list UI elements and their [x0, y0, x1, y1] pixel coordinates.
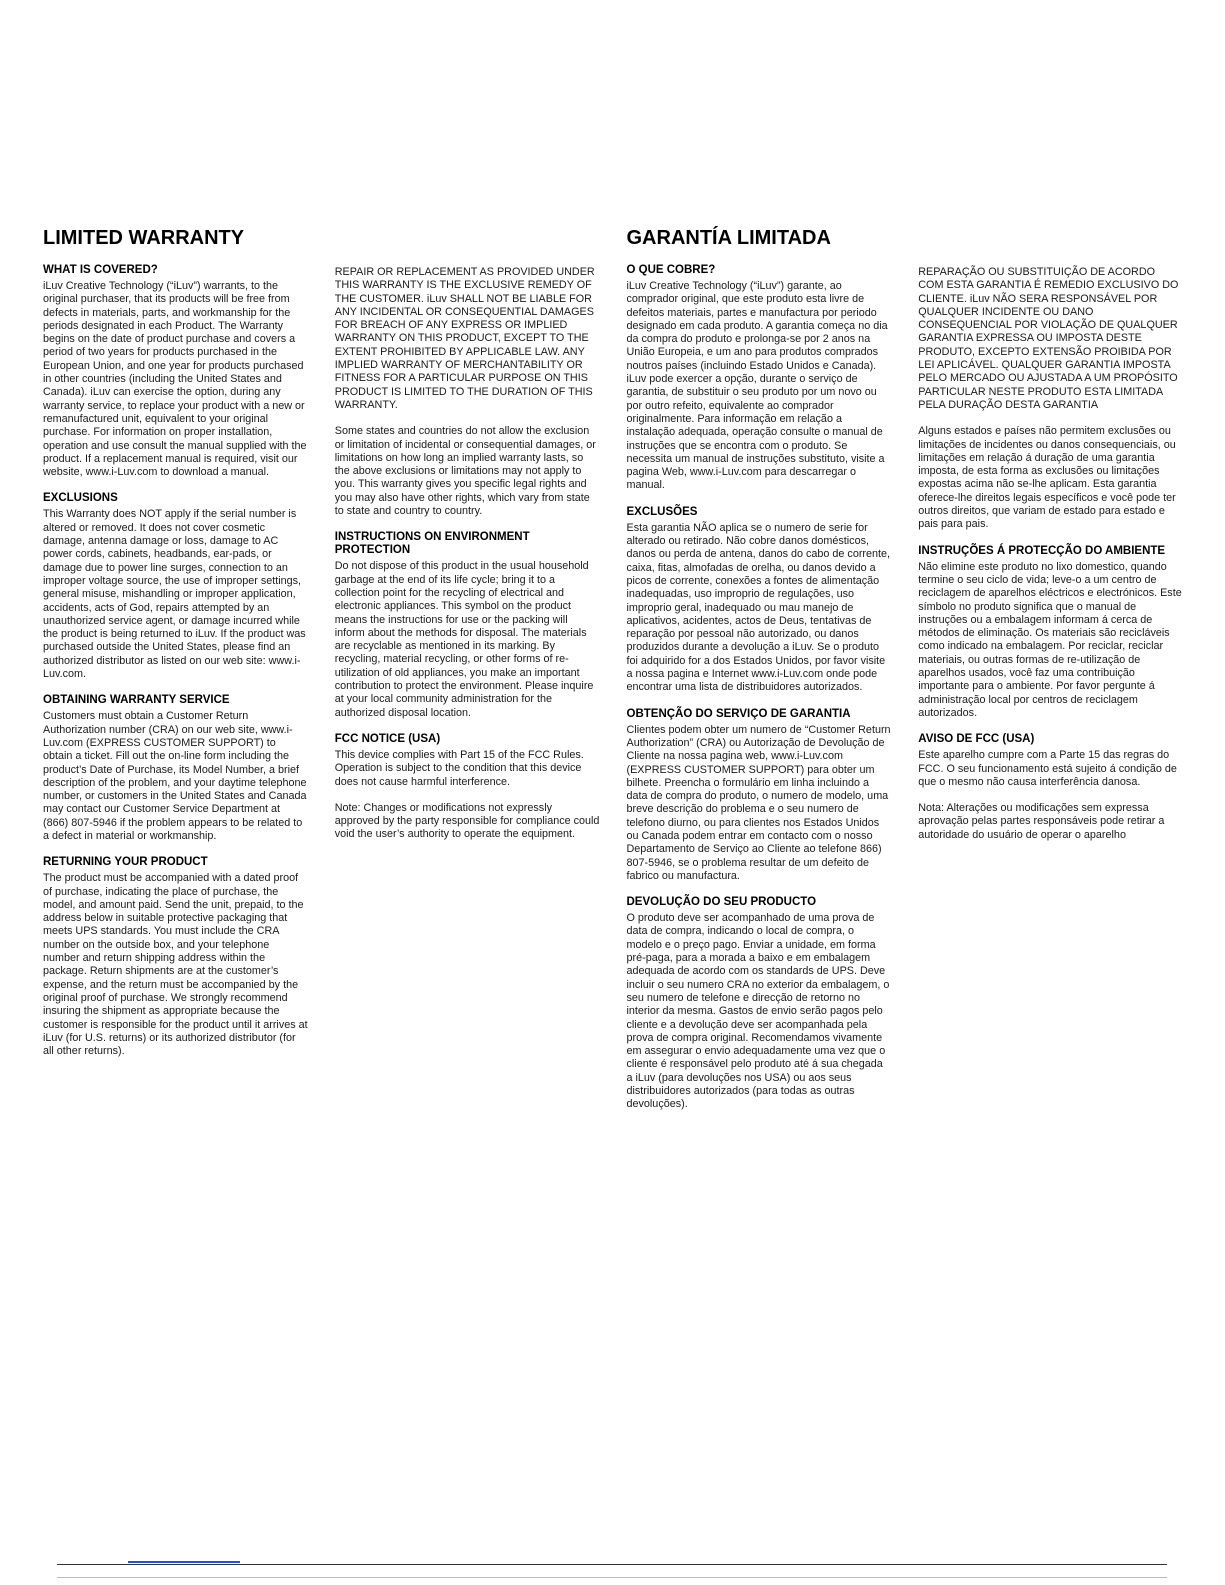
subsection-heading: AVISO DE FCC (USA) [918, 733, 1035, 746]
paragraph: Clientes podem obter um numero de “Customer Return Authorization” (CRA) ou Autorização de Devolução de Cliente na nossa pagina web, www.i-Luv.com (EXPRESS CUSTOMER SUPPORT) para obter um bilhete. Preencha o formulário em linha incluindo a data de compra do produto, o numero de modelo, uma breve descrição do problema e o seu numero de telefono diurno, ou para clientes nos Estados Unidos ou Canada podem entrar em contacto com o nosso Departamento de Serviço ao Cliente ao telefone 866) 807-5946, se o problema resultar de um defeito de fabrico ou manufactura. [626, 723, 891, 882]
subsection-heading: WHAT IS COVERED? [43, 264, 158, 276]
footer-rule-bottom [57, 1577, 1167, 1578]
column-1 [43, 227, 308, 1071]
subsection-heading: INSTRUCTIONS ON ENVIRONMENT PROTECTION [334, 531, 530, 557]
subsection-heading: FCC NOTICE (USA) [334, 732, 441, 745]
paragraph: iLuv Creative Technology (“iLuv”) garante, ao comprador original, que este produto esta livre de defeitos materiais, partes e manufactura por periodo designado em cada produto. A garantia começa no dia da compra do produto e prolonga-se por 2 anos na União Europeia, e um ano para produtos comprados noutros países (incluindo Estado Unidos e Canada). iLuv pode exercer a opção, durante o serviço de garantia, de substituir o seu produto por um novo ou por outro refeito, equivalente ao comprador originalmente. Para informação em relação a instalação adequada, operação consulte o manual de instruções que se encontra com o produto. Se necessita um manual de instruções substituto, visite a pagina Web, www.i-Luv.com para descarregar o manual. [626, 280, 888, 492]
paragraph: Nota: Alterações ou modificações sem expressa aprovação pelas partes responsáveis pode retirar a autoridade do usuário de operar o aparelho [918, 802, 1165, 841]
footer-blue-mark [128, 1561, 240, 1563]
subsection-heading: O QUE COBRE? [626, 264, 716, 276]
subsection-heading: OBTENÇÃO DO SERVIÇO DE GARANTIA [626, 707, 851, 720]
subsection-heading: OBTAINING WARRANTY SERVICE [43, 694, 230, 707]
paragraph: Do not dispose of this product in the usual household garbage at the end of its life cycle; bring it to a collection point for the recycling of electrical and electronic appliances. This symbol on the product means the instructions for use or the packing will inform about the methods for disposal. The materials are recyclable as mentioned in its marking. By recycling, material recycling, or other forms of re-utilization of old appliances, you make an important contribution to protect the environment. Please inquire at your local community administration for the authorized disposal location. [334, 560, 594, 719]
paragraph: Alguns estados e países não permitem exclusões ou limitações de incidentes ou danos consequenciais, ou limitações em relação á duração de uma garantia imposta, de esta forma as exclusões ou limitações expostas acima não se-lhe aplicam. Esta garantia oferece-lhe direitos legais específicos e você pode ter outros direitos, que variam de estado para estado e pais para pais. [918, 425, 1176, 531]
paragraph: The product must be accompanied with a dated proof of purchase, indicating the place of purchase, the model, and amount paid. Send the unit, prepaid, to the address below in suitable protective packaging that meets UPS standards. You must include the CRA number on the outside box, and your telephone number and return shipping address within the package. Return shipments are at the customer’s expense, and the return must be accompanied by the original proof of purchase. We strongly recommend insuring the shipment as appropriate because the customer is responsible for the product until it arrives at iLuv (for U.S. returns) or its authorized distributor (for all other returns). [43, 872, 308, 1058]
paragraph: Customers must obtain a Customer Return Authorization number (CRA) on our web site, www.i-Luv.com (EXPRESS CUSTOMER SUPPORT) to obtain a ticket. Fill out the on-line form including the product’s Date of Purchase, its Model Number, a brief description of the problem, and your daytime telephone number, or customers in the United States and Canada may contact our Customer Service Department at (866) 807-5946 if the problem appears to be related to a defect in material or workmanship. [43, 710, 307, 842]
columns [43, 227, 1183, 1125]
column-3 [627, 227, 892, 1125]
column-2 [335, 227, 600, 855]
paragraph: Não elimine este produto no lixo domestico, quando termine o seu ciclo de vida; leve-o a um centro de reciclagem de aparelhos eléctricos e electrónicos. Este símbolo no produto significa que o manual de instruções ou a embalagem informam á cerca de métodos de eliminação. Os materiais são recicláveis como indicado na embalagem. Por reciclar, reciclar materiais, ou outras formas de re-utilização de aparelhos usados, você faz uma contribuição importante para o ambiente. Por favor pergunte á administração local por centros de reciclagem autorizados. [918, 560, 1182, 719]
section-heading: GARANTÍA LIMITADA [626, 227, 831, 249]
subsection-heading: RETURNING YOUR PRODUCT [43, 856, 208, 869]
paragraph: Some states and countries do not allow the exclusion or limitation of incidental or consequential damages, or limitations on how long an implied warranty lasts, so the above exclusions or limitations may not apply to you. This warranty gives you specific legal rights and you may also have other rights, which vary from state to state and country to country. [334, 425, 596, 518]
paragraph: iLuv Creative Technology (“iLuv”) warrants, to the original purchaser, that its products will be free from defects in materials, parts, and workmanship for the periods designated in each Product. The Warranty begins on the date of product purchase and covers a period of two years for products purchased in the European Union, and one year for products purchased in other countries (including the United States and Canada). iLuv can exercise the option, during any warranty service, to replace your product with a new or remanufactured unit, equivalent to your original purchase. For information on proper installation, operation and use consult the manual supplied with the product. If a replacement manual is required, visit our website, www.i-Luv.com to download a manual. [43, 280, 307, 479]
paragraph: This device complies with Part 15 of the FCC Rules. Operation is subject to the condition that this device does not cause harmful interference. [334, 748, 584, 788]
footer-rule-top [57, 1564, 1167, 1565]
column-4 [918, 227, 1183, 855]
section-heading: LIMITED WARRANTY [43, 227, 245, 249]
paragraph: Esta garantia NÃO aplica se o numero de serie for alterado ou retirado. Não cobre danos domésticos, danos ou perda de antena, danos do cabo de corrente, caixa, fitas, almofadas de orelha, ou danos devido a picos de corrente, conexões a fontes de alimentação inadequadas, uso improprio de regulações, uso improprio geral, inadequado ou mau manejo de aplicativos, acidentes, actos de Deus, tentativas de reparação por pessoal não autorizado, ou danos produzidos durante a devolução a iLuv. Se o produto foi adquirido for a dos Estados Unidos, por favor visite a nossa pagina e Internet www.i-Luv.com onde pode encontrar uma lista de distribuidores autorizados. [626, 521, 891, 694]
paragraph: Este aparelho cumpre com a Parte 15 das regras do FCC. O seu funcionamento está sujeito á condição de que o mesmo não causa interferência danosa. [918, 749, 1177, 788]
subsection-heading: INSTRUÇÕES Á PROTECÇÃO DO AMBIENTE [918, 544, 1166, 557]
paragraph: Note: Changes or modifications not expressly approved by the party responsible for compliance could void the user’s authority to operate the equipment. [334, 801, 600, 841]
paragraph: REPARAÇÃO OU SUBSTITUIÇÃO DE ACORDO COM ESTA GARANTIA É REMEDIO EXCLUSIVO DO CLIENTE. iLuv NÃO SERA RESPONSÁVEL POR QUALQUER INCIDENTE OU DANO CONSEQUENCIAL POR VIOLAÇÃO DE QUALQUER GARANTIA EXPRESSA OU IMPOSTA DESTE PRODUTO, EXCEPTO EXTENSÃO PROIBIDA POR LEI APLICÁVEL. QUALQUER GARANTIA IMPOSTA PELO MERCADO OU AJUSTADA A UM PROPÓSITO PARTICULAR NESTE PRODUTO ESTA LIMITADA PELA DURAÇÃO DESTA GARANTIA [918, 266, 1179, 411]
paragraph: O produto deve ser acompanhado de uma prova de data de compra, indicando o local de compra, o modelo e o preço pago. Enviar a unidade, em forma pré-paga, para a morada a baixo e em embalagem adequada de acordo com os standards de UPS. Deve incluir o seu numero CRA no exterior da embalagem, o seu numero de telefone e direcção de retorno no interior da mesma. Gastos de envio serão pagos pelo cliente e a devolução deve ser acompanhada pela prova de compra original. Recomendamos vivamente em assegurar o envio adequadamente uma vez que o cliente é responsável pelo produto até á sua chegada a iLuv (para devoluções nos USA) ou aos seus distribuidores autorizados (para todas as outras devoluções). [626, 912, 890, 1111]
paragraph: REPAIR OR REPLACEMENT AS PROVIDED UNDER THIS WARRANTY IS THE EXCLUSIVE REMEDY OF THE CUSTOMER. iLuv SHALL NOT BE LIABLE FOR ANY INCIDENTAL OR CONSEQUENTIAL DAMAGES FOR BREACH OF ANY EXPRESS OR IMPLIED WARRANTY ON THIS PRODUCT, EXCEPT TO THE EXTENT PROHIBITED BY APPLICABLE LAW. ANY IMPLIED WARRANTY OF MERCHANTABILITY OR FITNESS FOR A PARTICULAR PURPOSE ON THIS PRODUCT IS LIMITED TO THE DURATION OF THIS WARRANTY. [334, 266, 595, 411]
subsection-heading: EXCLUSIONS [43, 492, 118, 505]
paragraph: This Warranty does NOT apply if the serial number is altered or removed. It does not cover cosmetic damage, antenna damage or loss, damage to AC power cords, cabinets, headbands, ear-pads, or damage due to power line surges, connection to an improper voltage source, the use of improper settings, general misuse, mishandling or improper application, accidents, acts of God, repairs attempted by an unauthorized service agent, or damage incurred while the product is being returned to iLuv. If the product was purchased outside the United States, please find an authorized distributor as listed on our web site: www.i-Luv.com. [43, 508, 306, 681]
subsection-heading: DEVOLUÇÃO DO SEU PRODUCTO [626, 896, 817, 909]
subsection-heading: EXCLUSÕES [626, 505, 698, 518]
